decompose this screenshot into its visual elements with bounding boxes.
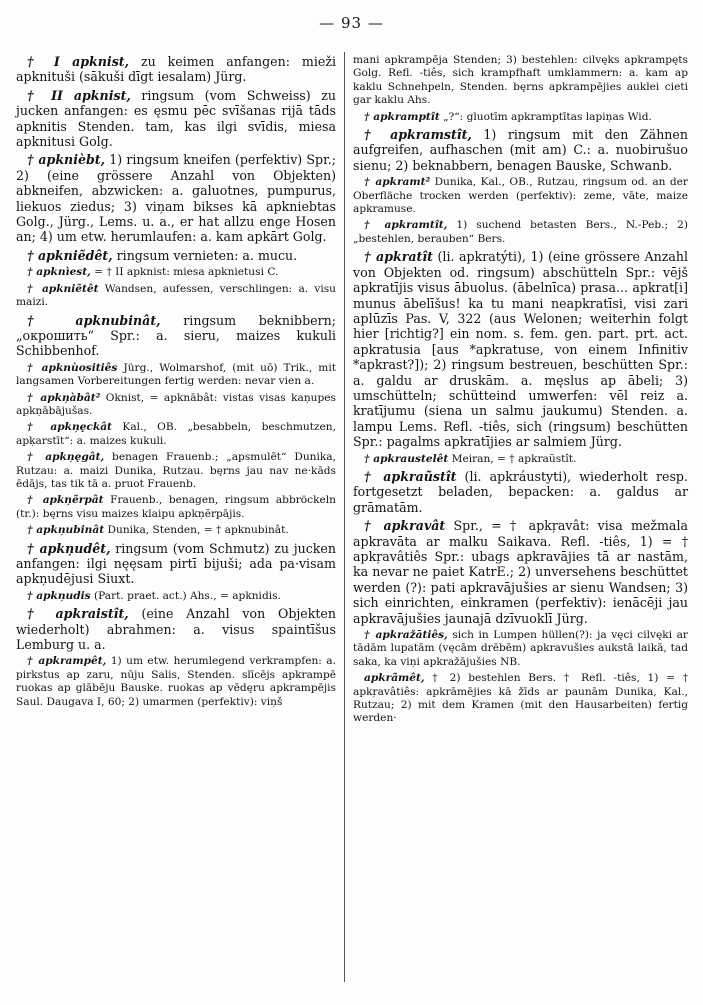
entry-text: 1) ringsum mit den Zähnen aufgreifen, aufhaschen (mit am) C.: a. nuobirušuo sienu; 2) beknabbern, benagen Bauske, Schwanb.	[353, 127, 688, 173]
entry-headword: † apkramstît,	[364, 127, 472, 143]
dictionary-entry	[16, 524, 336, 537]
entry-text: Spr., = † apkŗavât: visa mežmala apkravāta ar malku Saikava. Refl. -tiês, 1) = † apkŗavâtiês Spr.: ubags apkravājies tā ar nastām, ka nevar ne paiet KatrE.; 2) unversehens beschüttet werden (?): pati apkravājušies ar sienu Wandsen; 3) sich einrichten, einkramen (perfektiv): ienācēji jau apkravājušies jaunajā dzīvuoklī Jürg.	[353, 518, 688, 626]
dictionary-entry	[16, 494, 336, 521]
entry-text: (li. apkratýti), 1) (eine grössere Anzahl von Objekten od. ringsum) abschütteln Spr.: vējš apkratījis visus ābuolus. (ābelnīca) prasa... apkrat[i] munus ābelīšus! ka tu mani neapkratīsi, visi zari aplūzīs Pas. V, 322 (aus Welonen; weiterhin folgt hier [richtig?] ein nom. s. fem. gen. part. prt. act. apkratusia [aus *apkratuse, von einem Infinitiv *apkrast?]); 2) ringsum bestreuen, beschütten Spr.: a. galdu ar druskām. a. męslus ap ābeli; 3) umschütteln; schütteind umwerfen: vēl reiz a. kratījumu (siena un salmu jaukumu) Stenden. a. lampu Lems. Refl. -tiês, sich (ringsum) beschütten Spr.: pagalms apkratījies ar salmiem Jürg.	[353, 249, 688, 450]
dictionary-entry	[16, 655, 336, 709]
dictionary-entry	[16, 54, 336, 85]
entry-headword: † apkraustelêt	[364, 452, 449, 465]
entry-headword: † apkniẽdêt,	[27, 247, 113, 263]
entry-headword: † apkņubinât	[27, 524, 105, 537]
entry-text: Meiran, = † apkraũstît.	[448, 452, 577, 465]
entry-text: † 2) bestehlen Bers. † Refl. -tiês, 1) = † apkŗavâtiês: apkrāmējies kā žīds ar paunām Dunika, Kal., Rutzau; 2) mit dem Kramen (mit den Hausarbeiten) fertig werden·	[353, 672, 688, 725]
dictionary-entry	[16, 392, 336, 419]
entry-headword: † apknièbt,	[27, 152, 106, 168]
page-number-value: 93	[340, 14, 363, 32]
entry-headword: † apkņudis	[27, 589, 91, 602]
left-column	[16, 54, 336, 712]
dictionary-entry	[353, 518, 688, 626]
dictionary-entry	[353, 219, 688, 246]
dictionary-entry	[353, 127, 688, 173]
dictionary-entry	[16, 266, 336, 279]
entry-headword: † apkniẽtêt	[27, 282, 99, 295]
dictionary-entry	[16, 313, 336, 359]
dictionary-entry	[353, 469, 688, 515]
entry-headword: † apkraistît,	[27, 606, 129, 622]
entry-headword: † apkņàbât²	[27, 391, 101, 404]
entry-text: Dunika, Stenden, = † apknubinât.	[104, 524, 289, 537]
column-divider	[344, 52, 345, 982]
entry-headword: † I apknist,	[27, 54, 129, 69]
entry-headword: † apkravât	[364, 518, 446, 534]
entry-text: (eine Anzahl von Objekten wiederholt) abrahmen: a. visus spaintīšus Lemburg u. a.	[16, 606, 336, 653]
entry-headword: † apkratît	[364, 249, 433, 265]
entry-text: ringsum vernieten: a. mucu.	[112, 247, 298, 263]
dictionary-entry	[353, 111, 688, 124]
dictionary-entry	[353, 629, 688, 669]
dictionary-entry	[16, 152, 336, 244]
entry-text: (li. apkráustyti), wiederholt resp. fortgesetzt beladen, bepacken: a. galdus ar grāmatām.	[353, 468, 688, 515]
entry-text: Dunika, Kal., OB., Rutzau, ringsum od. an der Oberfläche trocken werden (perfektiv): zeme, vāte, maize apkramuse.	[353, 176, 688, 216]
entry-text: zu keimen anfangen: mieži apknituši (sākuši dīgt iesalam) Jürg.	[16, 54, 336, 85]
entry-text: 1) ringsum kneifen (perfektiv) Spr.; 2) (eine grössere Anzahl von Objekten) abkneifen, abzwicken: a. galuotnes, pumpurus, liekuos ziedus; 3) viņam bikses kā apkniebtas Golg., Jürg., Lems. u. a., er hat allzu enge Hosen an; 4) um etw. herumlaufen: a. kam apkārt Golg.	[16, 152, 336, 245]
entry-headword: † apkramt²	[364, 176, 431, 189]
entry-text: Jürg., Wolmarshof, (mit uō) Trik., mit langsamen Vorbereitungen fertig werden: nevar vien a.	[16, 361, 336, 388]
entry-text: 1) um etw. herumlegend verkrampfen: a. pirkstus ap zaru, nūju Salis, Stenden. slīcējs apkrampē ruokas ap glābēju Bauske. ruokas ap vēdęru apkrampējis Saul. Daugava I, 60; 2) umarmen (perfektiv): viņš	[16, 655, 336, 708]
entry-headword: † apkramptît	[364, 110, 440, 123]
entry-headword: † apknìest,	[27, 266, 91, 279]
dictionary-entry	[353, 249, 688, 449]
entry-headword: † apkražātiês,	[364, 629, 448, 642]
entry-text: benagen Frauenb.; „apsmulēt“ Dunika, Rutzau: a. maizi Dunika, Rutzau. bęrns jau nav ne·kāds ēdājs, tas tik tā a. pruot Frauenb.	[16, 451, 336, 490]
entry-text: = † II apknist: miesa apknietusi C.	[90, 266, 279, 279]
dictionary-entry	[16, 283, 336, 310]
entry-text: Kal., OB. „besabbeln, beschmutzen, apķarstīt“: a. maizes kukuli.	[16, 421, 336, 447]
entry-headword: † apkņudêt,	[27, 540, 111, 556]
dictionary-entry	[16, 541, 336, 587]
entry-text: ringsum (vom Schweiss) zu jucken anfangen: es ęsmu pēc svīšanas rijā tāds apknitis Stenden. tam, kas ilgi svīdis, miesa apknitusi Golg.	[16, 87, 336, 150]
entry-text: sich in Lumpen hüllen(?): ja vęci cilvęki ar tādām lupatām (vęcām drēbēm) apkravušies aukstā laikā, tad saka, ka viņi apkražājušies NB.	[353, 629, 688, 668]
entry-text: mani apkrampēja Stenden; 3) bestehlen: cilvęks apkrampęts Golg. Refl. -tiês, sich krampfhaft umklammern: a. kam ap kaklu Schnehpeln, Stenden. bęrns apkrampējies auklei cieti gar kaklu Ahs.	[353, 54, 688, 107]
entry-headword: † apknùositiês	[27, 361, 118, 374]
dictionary-entry	[16, 590, 336, 603]
dictionary-entry	[16, 421, 336, 448]
entry-headword: † apkņẽrpât	[27, 494, 104, 507]
dictionary-entry	[353, 672, 688, 726]
dictionary-entry	[353, 54, 688, 108]
entry-headword: apkrãmêt,	[364, 672, 425, 685]
entry-headword: † apkrampêt,	[27, 655, 107, 668]
entry-text: ringsum (vom Schmutz) zu jucken anfangen: ilgi nęęsam pirtī bijuši; ada pa·visam apkņudējusi Siuxt.	[16, 540, 336, 587]
dictionary-entry	[16, 606, 336, 652]
dictionary-entry	[16, 362, 336, 389]
dictionary-entry	[16, 451, 336, 491]
entry-headword: † apkramtît,	[364, 219, 448, 232]
entry-headword: † apkņęckât	[27, 421, 112, 434]
entry-text: ringsum beknibbern; „окрошить“ Spr.: a. sieru, maizes kukuli Schibbenhof.	[16, 312, 336, 359]
entry-headword: † apknubinât,	[27, 312, 161, 328]
entry-text: Oknist, = apknābât: vistas visas kaņupes apkņābājušas.	[16, 391, 336, 417]
dictionary-entry	[353, 453, 688, 466]
dictionary-entry	[16, 248, 336, 263]
entry-headword: † apkraũstît	[364, 468, 457, 484]
page-number: — 93 —	[319, 14, 384, 32]
entry-text: Frauenb., benagen, ringsum abbröckeln (tr.): bęrns visu maizes klaipu apkņẽrpājis.	[16, 494, 337, 520]
entry-text: Wandsen, aufessen, verschlingen: a. visu maizi.	[16, 282, 336, 309]
entry-headword: † apkņęgât,	[27, 451, 105, 464]
entry-text: (Part. praet. act.) Ahs., = apknidis.	[90, 589, 281, 602]
entry-headword: † II apknist,	[27, 87, 131, 103]
right-column	[353, 54, 688, 729]
dictionary-entry	[16, 88, 336, 150]
dictionary-entry	[353, 176, 688, 216]
entry-text: 1) suchend betasten Bers., N.-Peb.; 2) „bestehlen, berauben“ Bers.	[353, 219, 689, 245]
entry-text: „?“: gluotīm apkramptītas lapiņas Wid.	[439, 110, 652, 123]
